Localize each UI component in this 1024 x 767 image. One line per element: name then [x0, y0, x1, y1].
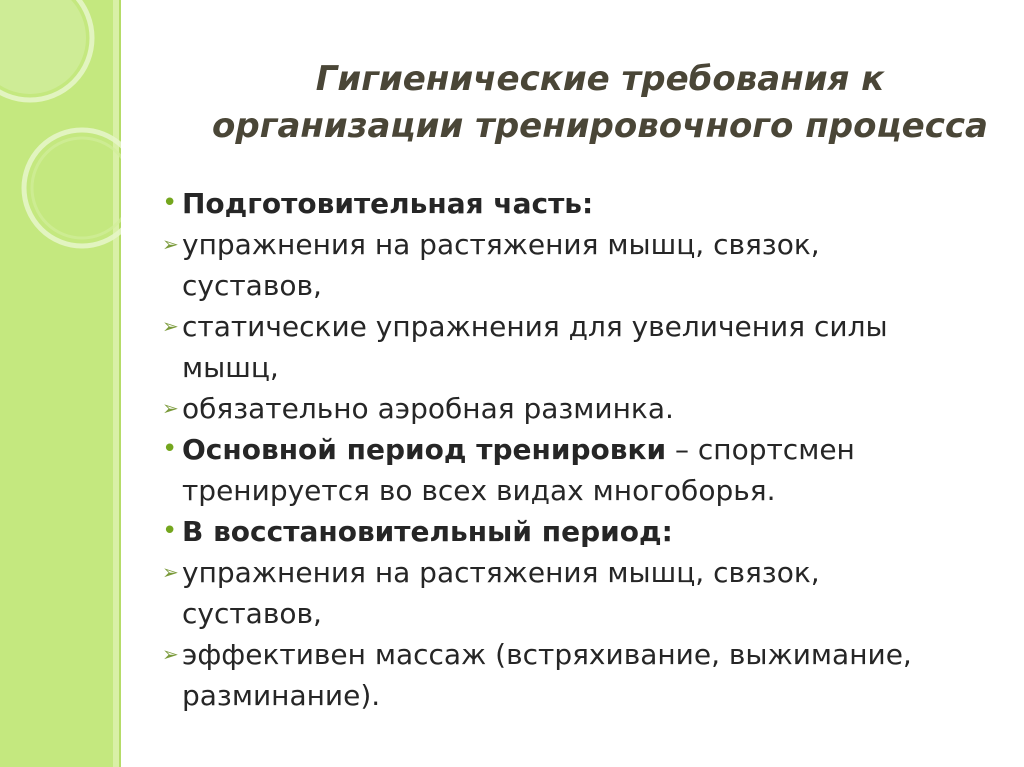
item-text: статические упражнения для увеличения силы: [182, 310, 888, 343]
title-line-2: организации тренировочного процесса: [212, 106, 988, 146]
item-text-continued: суставов,: [182, 269, 322, 302]
list-item: [160, 634, 1024, 716]
item-heading: Подготовительная часть:: [182, 187, 594, 220]
decorative-circles-icon: [0, 0, 121, 767]
list-item: [160, 388, 1024, 429]
arrow-bullet-icon: ➢: [162, 232, 179, 256]
list-item: [160, 511, 1024, 552]
list-item: [160, 306, 1024, 388]
arrow-bullet-icon: ➢: [162, 642, 179, 666]
slide-title: [170, 56, 1024, 150]
item-text-continued: суставов,: [182, 597, 322, 630]
list-item: [160, 224, 1024, 306]
item-heading: В восстановительный период:: [182, 515, 673, 548]
item-text: эффективен массаж (встряхивание, выжимание,: [182, 638, 912, 671]
list-item: [160, 552, 1024, 634]
title-line-1: Гигиенические требования к: [315, 59, 885, 99]
bullet-dot-icon: •: [162, 516, 178, 546]
item-heading: Основной период тренировки: [182, 433, 667, 466]
item-text-continued: мышц,: [182, 351, 279, 384]
item-text-continued: тренируется во всех видах многоборья.: [182, 474, 776, 507]
item-text: – спортсмен: [666, 433, 855, 466]
arrow-bullet-icon: ➢: [162, 560, 179, 584]
arrow-bullet-icon: ➢: [162, 314, 179, 338]
list-item: [160, 183, 1024, 224]
item-text-continued: разминание).: [182, 679, 381, 712]
item-text: упражнения на растяжения мышц, связок,: [182, 556, 820, 589]
item-text: обязательно аэробная разминка.: [182, 392, 674, 425]
list-item: [160, 429, 1024, 511]
bullet-list: [160, 183, 1024, 716]
item-text: упражнения на растяжения мышц, связок,: [182, 228, 820, 261]
arrow-bullet-icon: ➢: [162, 396, 179, 420]
bullet-dot-icon: •: [162, 188, 178, 218]
decorative-side-strip: [0, 0, 121, 767]
bullet-dot-icon: •: [162, 434, 178, 464]
